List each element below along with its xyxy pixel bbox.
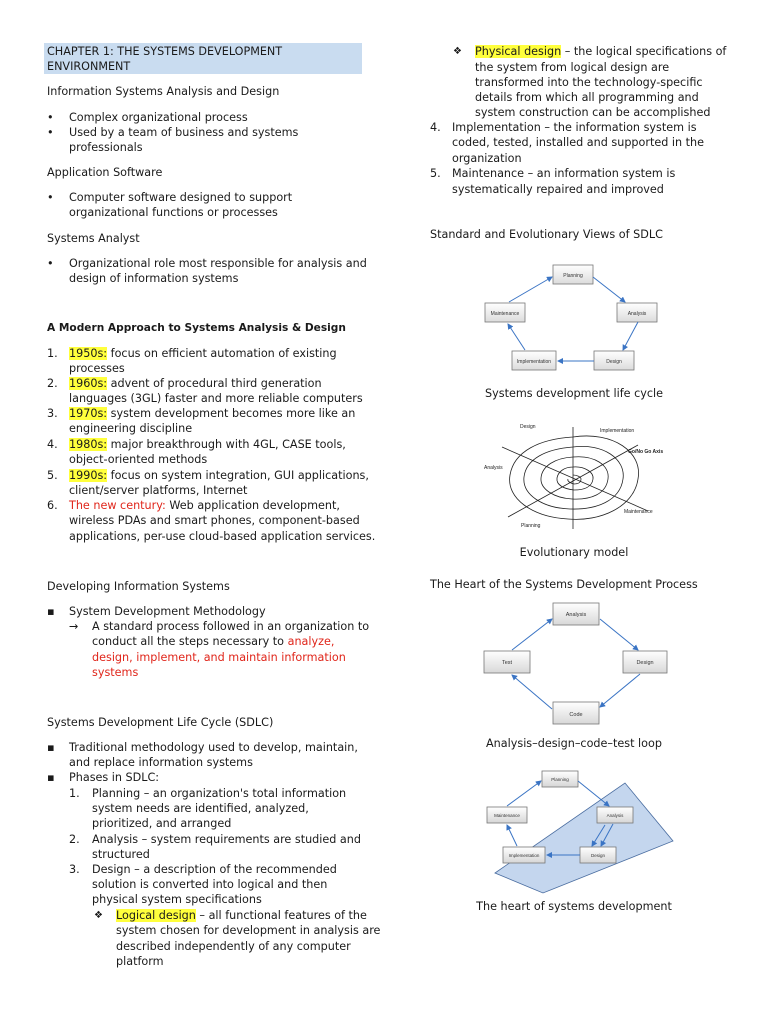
modern-num-5: 5.	[47, 469, 58, 482]
developing-heading: Developing Information Systems	[47, 580, 230, 593]
phase-1b: system needs are identified, analyzed,	[92, 802, 309, 815]
analyst-bullet-b: design of information systems	[69, 272, 239, 285]
analyst-bullet-a: Organizational role most responsible for analysis and	[69, 257, 367, 270]
appsw-bullet-a: Computer software designed to support	[69, 191, 293, 204]
modern-item-2: 1960s: advent of procedural third generation	[69, 377, 322, 390]
sdlc-heading: Systems Development Life Cycle (SDLC)	[47, 716, 274, 729]
modern-num-1: 1.	[47, 347, 58, 360]
phase-5-num: 5.	[430, 167, 441, 180]
d1-maintenance: Maintenance	[490, 311, 520, 317]
sdlc-bullet-1a: Traditional methodology used to develop, maintain,	[69, 741, 358, 754]
phase-5b: systematically repaired and improved	[452, 183, 664, 196]
logical-design-2: system chosen for development in analysis are	[116, 924, 381, 937]
appsw-bullet-b: organizational functions or processes	[69, 206, 278, 219]
phase-1a: Planning – an organization's total information	[92, 787, 347, 800]
phase-1c: prioritized, and arranged	[92, 817, 232, 830]
phase-1-num: 1.	[69, 787, 80, 800]
bullet-icon: •	[47, 191, 54, 204]
sdlc-bullet-2: Phases in SDLC:	[69, 771, 160, 784]
appsw-heading: Application Software	[47, 166, 163, 179]
phase-3b: solution is converted into logical and then	[92, 878, 328, 891]
logical-design-4: platform	[116, 955, 164, 968]
physical-design-5: system construction can be accomplished	[475, 106, 711, 119]
d2-maintenance: Maintenance	[624, 509, 653, 515]
d1-implementation: Implementation	[516, 359, 552, 365]
logical-design-3: described independently of any computer	[116, 940, 351, 953]
d4-maintenance: Maintenance	[494, 813, 520, 818]
phase-3c: physical system specifications	[92, 893, 262, 906]
d2-gonogo: Go/No Go Axis	[628, 449, 664, 455]
modern-item-5b: client/server platforms, Internet	[69, 484, 248, 497]
evolutionary-diagram	[478, 417, 668, 535]
caption-evolutionary: Evolutionary model	[519, 546, 629, 559]
developing-sub-3: design, implement, and maintain information	[92, 651, 346, 664]
square-bullet-icon: ▪	[47, 741, 55, 754]
developing-sub-4: systems	[92, 666, 139, 679]
modern-item-6b: wireless PDAs and smart phones, component-based	[69, 514, 360, 527]
modern-item-3b: engineering discipline	[69, 422, 193, 435]
d3-analysis: Analysis	[565, 612, 587, 618]
sdlc-cycle-diagram	[475, 255, 665, 380]
modern-item-2b: languages (3GL) faster and more reliable computers	[69, 392, 363, 405]
isad-heading: Information Systems Analysis and Design	[47, 85, 280, 98]
d2-design: Design	[520, 424, 536, 430]
modern-item-6: The new century: Web application development,	[69, 499, 340, 512]
modern-item-4: 1980s: major breakthrough with 4GL, CASE tools,	[69, 438, 346, 451]
phase-5a: Maintenance – an information system is	[452, 167, 676, 180]
developing-sub-2: conduct all the steps necessary to analyze,	[92, 635, 335, 648]
d4-planning: Planning	[551, 777, 569, 782]
loop-diagram	[480, 597, 670, 727]
heart-diagram	[477, 765, 677, 895]
isad-bullet-2a: Used by a team of business and systems	[69, 126, 299, 139]
bullet-icon: •	[47, 126, 54, 139]
square-bullet-icon: ▪	[47, 605, 55, 618]
bullet-icon: •	[47, 111, 54, 124]
d3-test: Test	[501, 660, 513, 666]
arrow-right-icon: →	[69, 620, 79, 633]
bullet-icon: •	[47, 257, 54, 270]
d3-design: Design	[636, 660, 654, 666]
phase-3a: Design – a description of the recommended	[92, 863, 337, 876]
modern-item-5: 1990s: focus on system integration, GUI applications,	[69, 469, 369, 482]
modern-item-1: 1950s: focus on efficient automation of existing	[69, 347, 337, 360]
heart-heading: The Heart of the Systems Development Process	[430, 578, 698, 591]
caption-loop: Analysis–design–code–test loop	[486, 737, 662, 750]
d2-planning: Planning	[521, 523, 541, 529]
square-bullet-icon: ▪	[47, 771, 55, 784]
logical-design-1: Logical design – all functional features of the	[116, 909, 367, 922]
d1-design: Design	[606, 359, 622, 365]
physical-design-3: transformed into the technology-specific	[475, 76, 703, 89]
modern-num-6: 6.	[47, 499, 58, 512]
modern-num-2: 2.	[47, 377, 58, 390]
modern-item-3: 1970s: system development becomes more like an	[69, 407, 356, 420]
modern-item-1b: processes	[69, 362, 125, 375]
phase-4c: organization	[452, 152, 522, 165]
chapter-title: CHAPTER 1: THE SYSTEMS DEVELOPMENT ENVIRONMENT	[44, 43, 362, 74]
diamond-bullet-icon: ❖	[94, 910, 103, 921]
d4-analysis: Analysis	[606, 813, 624, 818]
d1-analysis: Analysis	[627, 311, 647, 317]
d3-code: Code	[569, 712, 583, 718]
diamond-bullet-icon: ❖	[453, 46, 462, 57]
modern-heading: A Modern Approach to Systems Analysis & Design	[47, 322, 346, 334]
phase-3-num: 3.	[69, 863, 80, 876]
developing-sub-1: A standard process followed in an organization to	[92, 620, 370, 633]
physical-design-1: Physical design – the logical specifications of	[475, 45, 727, 58]
analyst-heading: Systems Analyst	[47, 232, 140, 245]
physical-design-2: the system from logical design are	[475, 61, 670, 74]
d1-planning: Planning	[563, 273, 583, 279]
isad-bullet-1: Complex organizational process	[69, 111, 248, 124]
views-heading: Standard and Evolutionary Views of SDLC	[430, 228, 663, 241]
modern-item-6c: applications, per-use cloud-based application services.	[69, 530, 376, 543]
phase-4-num: 4.	[430, 121, 441, 134]
d4-design: Design	[590, 853, 606, 858]
developing-bullet: System Development Methodology	[69, 605, 266, 618]
modern-num-4: 4.	[47, 438, 58, 451]
phase-4b: coded, tested, installed and supported in the	[452, 136, 705, 149]
isad-bullet-2b: professionals	[69, 141, 143, 154]
modern-item-4b: object-oriented methods	[69, 453, 208, 466]
phase-2b: structured	[92, 848, 150, 861]
caption-sdlc: Systems development life cycle	[485, 387, 663, 400]
modern-num-3: 3.	[47, 407, 58, 420]
sdlc-bullet-1b: and replace information systems	[69, 756, 253, 769]
d2-analysis: Analysis	[484, 465, 503, 471]
caption-heart: The heart of systems development	[476, 900, 672, 913]
physical-design-4: details from which all programming and	[475, 91, 699, 104]
phase-4a: Implementation – the information system is	[452, 121, 697, 134]
d2-implementation: Implementation	[600, 428, 635, 434]
d4-implementation: Implementation	[508, 853, 540, 858]
phase-2-num: 2.	[69, 833, 80, 846]
phase-2a: Analysis – system requirements are studied and	[92, 833, 361, 846]
